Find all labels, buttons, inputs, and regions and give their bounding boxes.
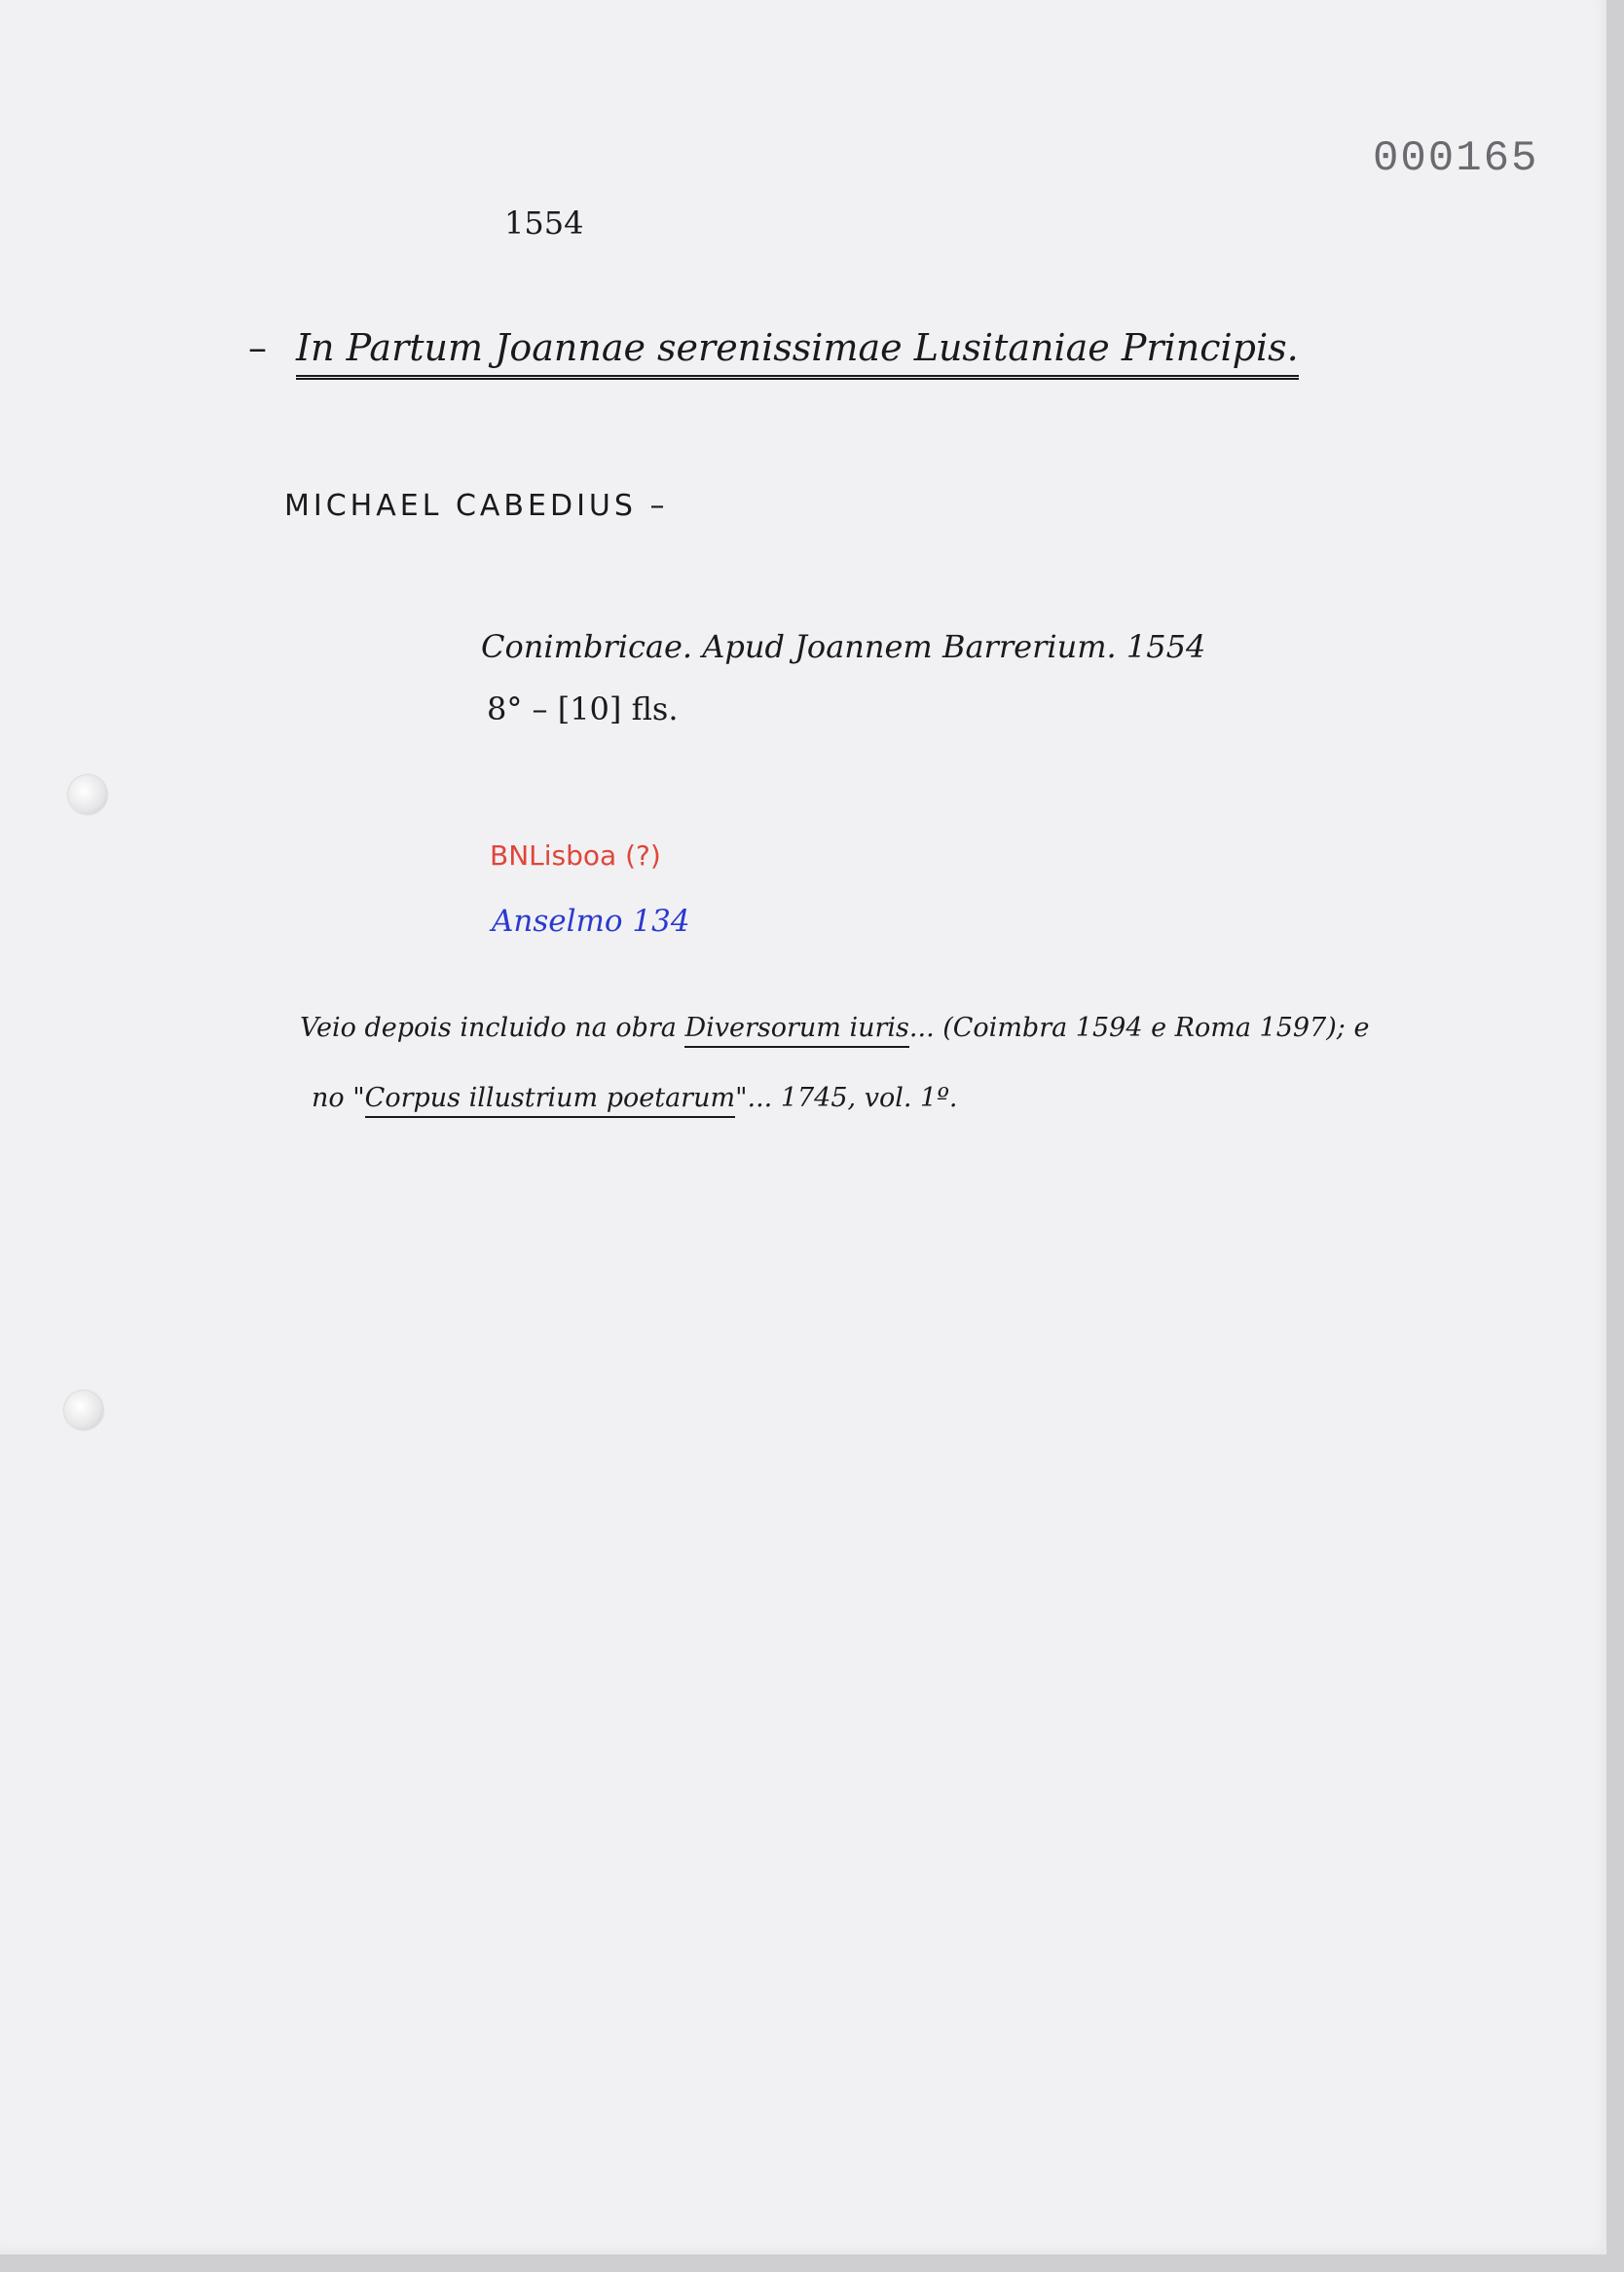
scan-border-bottom <box>0 2254 1624 2272</box>
note-line-2 <box>312 1083 957 1113</box>
punch-hole-lower <box>64 1391 103 1430</box>
note-line-1-work-title: Diversorum iuris <box>684 1013 908 1048</box>
format-line: 8° – [10] fls. <box>487 690 679 727</box>
imprint-line: Conimbricae. Apud Joannem Barrerium. 1554 <box>481 628 1206 665</box>
note-line-2-text-a: no " <box>312 1083 365 1113</box>
note-line-2-text-b: "... 1745, vol. 1º. <box>735 1083 958 1113</box>
author-name: MICHAEL CABEDIUS – <box>284 489 669 523</box>
note-line-1-text-a: Veio depois incluido na obra <box>300 1013 685 1043</box>
note-line-1-text-b: ... (Coimbra 1594 e Roma 1597); e <box>908 1013 1370 1043</box>
publication-year: 1554 <box>504 205 584 242</box>
library-location-red: BNLisboa (?) <box>490 839 661 872</box>
note-line-2-work-title: Corpus illustrium poetarum <box>365 1083 735 1118</box>
document-number-stamp: 000165 <box>1373 134 1539 183</box>
title-line <box>248 326 1299 380</box>
note-line-1 <box>300 1013 1369 1043</box>
scan-border-right <box>1606 0 1624 2272</box>
title-dash: – <box>248 326 267 369</box>
work-title: In Partum Joannae serenissimae Lusitaniae Principis. <box>296 326 1299 380</box>
bibliography-reference-blue: Anselmo 134 <box>492 904 690 939</box>
punch-hole-upper <box>68 775 107 814</box>
